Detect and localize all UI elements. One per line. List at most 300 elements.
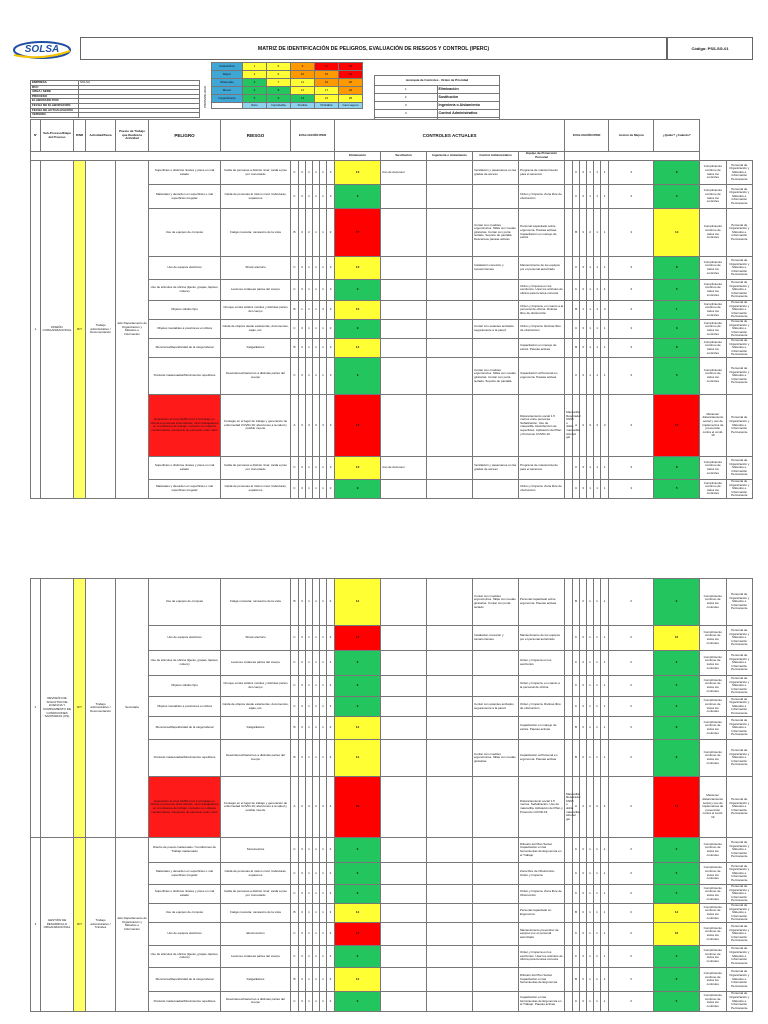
- riesgo-cell: Fatiga/Estrés: [221, 338, 291, 357]
- riesgo-cell: Fatiga/Estrés: [221, 967, 291, 991]
- residual-risk-level: 17: [654, 777, 700, 838]
- risk-level: 9: [335, 885, 381, 904]
- block-rdm: R/T: [74, 838, 86, 1012]
- evaluation-value: 1: [320, 185, 327, 209]
- evaluation-value: 3: [327, 777, 335, 838]
- matrix-col-label: Raro: [243, 103, 267, 109]
- risk-level: 19: [335, 777, 381, 838]
- evaluation-value: 1: [306, 967, 313, 991]
- evaluation-value: C: [291, 161, 299, 185]
- residual-value: 3: [609, 967, 654, 991]
- evaluation-value: B: [291, 579, 299, 626]
- matrix-cell: 19: [339, 71, 363, 79]
- residual-risk-level: 5: [654, 357, 700, 394]
- evaluation-value: 1: [306, 676, 313, 697]
- evaluation-value: 1: [313, 863, 320, 885]
- residual-value: 3: [609, 579, 654, 626]
- quien-cuando: Personal de Organización y Métodos e Información Permanente: [726, 945, 753, 967]
- residual-value: 3: [580, 838, 587, 863]
- residual-risk-level: 8: [654, 717, 700, 740]
- residual-value: 3: [580, 991, 587, 1011]
- evaluation-value: 1: [313, 185, 320, 209]
- control-c2: [427, 301, 473, 320]
- riesgo-cell: Desórdenes/trastornos a distintas partes del cuerpo: [221, 991, 291, 1011]
- residual-value: 1: [594, 319, 601, 338]
- risk-level: 9: [335, 838, 381, 863]
- peligro-cell: Posturas inadecuadas/Movimientos repetitivos: [149, 357, 221, 394]
- quien-cuando: Personal de Organización y Métodos e Información Permanente: [726, 922, 753, 945]
- residual-value: 3: [609, 777, 654, 838]
- evaluation-value: 1: [306, 717, 313, 740]
- evaluation-value: 1: [320, 579, 327, 626]
- residual-value: 3: [609, 651, 654, 676]
- residual-value: 1: [601, 903, 609, 922]
- residual-value: 3: [580, 885, 587, 904]
- evaluation-value: 1: [306, 626, 313, 651]
- matrix-cell: 20: [339, 79, 363, 87]
- residual-value: C: [573, 257, 580, 280]
- block-number: 2: [31, 579, 41, 838]
- control-c5: [565, 717, 573, 740]
- residual-value: 3: [609, 922, 654, 945]
- control-c2: [427, 838, 473, 863]
- control-c4: Orden y limpieza en los escritorios: [519, 651, 565, 676]
- control-c2: [427, 863, 473, 885]
- residual-value: 3: [609, 717, 654, 740]
- matrix-cell: 17: [315, 87, 339, 95]
- residual-value: C: [573, 357, 580, 394]
- risk-level: 13: [335, 161, 381, 185]
- accion-mejora: Cumplimiento continuo de todos los controles: [700, 456, 726, 479]
- evaluation-value: 1: [313, 301, 320, 320]
- matrix-corner: [212, 103, 243, 109]
- evaluation-value: C: [291, 885, 299, 904]
- block-actividad: Trabajo administrativo / Trámites: [86, 838, 116, 1012]
- residual-value: 1: [594, 651, 601, 676]
- residual-value: C: [573, 991, 580, 1011]
- control-c3: [473, 903, 519, 922]
- residual-value: 3: [609, 394, 654, 456]
- evaluation-value: 3: [313, 777, 320, 838]
- residual-value: 1: [587, 579, 594, 626]
- control-c5: [565, 161, 573, 185]
- risk-level: 14: [335, 579, 381, 626]
- control-c5: [565, 456, 573, 479]
- evaluation-value: 1: [313, 319, 320, 338]
- control-c2: [427, 740, 473, 777]
- control-c4: Orden y limpieza, en cuanto a la personal de oficina. Rutinas libre de obstrucción: [519, 301, 565, 320]
- col-ctrl-4: Control Administrativo: [473, 152, 519, 161]
- riesgo-cell: Lesiones cutáneas partes del cuerpo: [221, 945, 291, 967]
- evaluation-value: 1: [306, 161, 313, 185]
- evaluation-value: 3: [327, 838, 335, 863]
- peligro-cell: Superficies o distintos niveles y pisos en mal estado: [149, 885, 221, 904]
- evaluation-value: 1: [320, 357, 327, 394]
- residual-value: 1: [587, 479, 594, 498]
- control-c3: [473, 863, 519, 885]
- evaluation-value: 1: [313, 257, 320, 280]
- evaluation-value: 3: [299, 697, 306, 717]
- evaluation-value: 3: [299, 777, 306, 838]
- risk-level: 14: [335, 967, 381, 991]
- control-c3: [473, 991, 519, 1011]
- control-c1: [381, 967, 427, 991]
- accion-mejora: Cumplimiento continuo de todos los controles: [700, 717, 727, 740]
- control-c2: [427, 651, 473, 676]
- accion-mejora: Cumplimiento continuo de todos los controles: [700, 651, 727, 676]
- residual-value: 3: [609, 301, 654, 320]
- riesgo-cell: Fatiga muscular, cansancio de la vista: [221, 903, 291, 922]
- evaluation-value: 3: [299, 479, 306, 498]
- hierarchy-label: Sustitución: [437, 94, 500, 102]
- residual-value: 1: [587, 945, 594, 967]
- control-c2: [427, 257, 473, 280]
- evaluation-value: 3: [327, 479, 335, 498]
- matrix-cell: 16: [315, 79, 339, 87]
- control-c4: Capacitación al Personal en ergonomía. Pausas activas: [519, 357, 565, 394]
- peligro-cell: Monotonía/Repetitividad de la carga laboral: [149, 967, 221, 991]
- control-c4: Distanciamiento social 1.5 metros entre personas. Señalización. Uso de mascarilla. Desinfección de superficies. Aplicación del Plan y Protocolo COVID-19: [519, 394, 565, 456]
- residual-value: 3: [594, 394, 601, 456]
- risk-level: 17: [335, 209, 381, 257]
- evaluation-value: 3: [327, 885, 335, 904]
- evaluation-value: 3: [299, 945, 306, 967]
- matrix-axis-label: PROBABILIDAD: [203, 85, 207, 108]
- residual-value: C: [573, 697, 580, 717]
- risk-level: 17: [335, 626, 381, 651]
- residual-value: 3: [609, 257, 654, 280]
- riesgo-cell: Lesiones cutáneas partes del cuerpo: [221, 280, 291, 301]
- evaluation-value: 3: [299, 161, 306, 185]
- evaluation-value: 3: [327, 338, 335, 357]
- control-c5: [565, 903, 573, 922]
- evaluation-value: 3: [327, 991, 335, 1011]
- residual-risk-level: 5: [654, 863, 700, 885]
- evaluation-value: C: [291, 280, 299, 301]
- control-c3: [473, 338, 519, 357]
- evaluation-value: 3: [306, 777, 313, 838]
- control-c2: [427, 394, 473, 456]
- residual-risk-level: 5: [654, 479, 700, 498]
- block-actividad: Trabajo administrativo / Documentación: [86, 161, 116, 499]
- riesgo-cell: Contagio en el lugar de trabajo y generación de enfermedad COVID-19; afecciones a la salud y posible muerte: [221, 777, 291, 838]
- control-c3: [473, 185, 519, 209]
- residual-risk-level: 8: [654, 161, 700, 185]
- quien-cuando: Personal de Organización y Métodos e Información Permanente: [726, 967, 753, 991]
- control-c5: [565, 301, 573, 320]
- residual-value: 3: [580, 717, 587, 740]
- matrix-cell: 18: [339, 63, 363, 71]
- block-puesto: Jefe Departamento de Organización y Métodos e Información: [116, 838, 149, 1012]
- riesgo-cell: Shock eléctrico: [221, 626, 291, 651]
- residual-risk-level: 8: [654, 338, 700, 357]
- residual-value: 1: [601, 626, 609, 651]
- accion-mejora: Cumplimiento continuo de todos los controles: [700, 257, 726, 280]
- quien-cuando: Personal de Organización y Métodos e Información Permanente: [726, 280, 752, 301]
- accion-mejora: Cumplimiento continuo de todos los controles: [700, 161, 726, 185]
- matrix-cell: 11: [291, 79, 315, 87]
- info-label: ELABORADO POR: [31, 99, 79, 104]
- residual-value: 3: [587, 777, 594, 838]
- evaluation-value: 1: [313, 991, 320, 1011]
- evaluation-value: B: [291, 717, 299, 740]
- peligro-cell: Posturas inadecuadas/Movimientos repetitivos: [149, 740, 221, 777]
- residual-value: 3: [580, 697, 587, 717]
- residual-value: 3: [580, 777, 587, 838]
- peligro-cell: Monotonía/Repetitividad de la carga laboral: [149, 717, 221, 740]
- residual-value: 1: [587, 626, 594, 651]
- control-c1: [381, 479, 427, 498]
- col-controles: CONTROLES ACTUALES: [335, 120, 565, 152]
- evaluation-value: 1: [320, 209, 327, 257]
- control-c5: [565, 626, 573, 651]
- evaluation-value: 1: [320, 280, 327, 301]
- residual-value: 3: [609, 338, 654, 357]
- matrix-cell: 10: [291, 71, 315, 79]
- peligro-cell: Materiales y desorden en superficies o mal superficies irregular: [149, 863, 221, 885]
- residual-value: 1: [601, 697, 609, 717]
- riesgo-cell: Choque contra sólidos móviles y distintas partes del cuerpo: [221, 301, 291, 320]
- accion-mejora: Cumplimiento continuo de todos los controles: [700, 945, 727, 967]
- control-c2: [427, 903, 473, 922]
- evaluation-value: 3: [306, 394, 313, 456]
- evaluation-value: 3: [327, 161, 335, 185]
- residual-value: 3: [580, 280, 587, 301]
- evaluation-value: 3: [299, 209, 306, 257]
- evaluation-value: 1: [313, 357, 320, 394]
- control-c2: [427, 697, 473, 717]
- evaluation-value: C: [291, 676, 299, 697]
- quien-cuando: Personal de Organización y Métodos e Información Permanente: [726, 626, 753, 651]
- evaluation-value: 1: [313, 838, 320, 863]
- evaluation-value: 3: [299, 280, 306, 301]
- residual-value: 1: [601, 209, 609, 257]
- quien-cuando: Personal de Organización y Métodos e Información Permanente: [726, 676, 753, 697]
- residual-risk-level: 8: [654, 740, 700, 777]
- quien-cuando: Personal de Organización y Métodos e Información Permanente: [726, 579, 753, 626]
- peligro-cell: Uso de equipos eléctricos: [149, 257, 221, 280]
- evaluation-value: 1: [320, 863, 327, 885]
- evaluation-value: 1: [320, 257, 327, 280]
- residual-value: 1: [587, 161, 594, 185]
- logo-box: [2, 37, 80, 62]
- evaluation-value: 1: [320, 319, 327, 338]
- control-c3: Contar con estantes anclados seguramente a la pared: [473, 319, 519, 338]
- residual-value: 1: [594, 626, 601, 651]
- evaluation-value: 1: [306, 338, 313, 357]
- riesgo-cell: Fatiga muscular, cansancio de la vista: [221, 209, 291, 257]
- residual-value: B: [573, 967, 580, 991]
- residual-value: B: [573, 301, 580, 320]
- residual-value: 1: [601, 338, 609, 357]
- evaluation-value: 3: [299, 338, 306, 357]
- control-c2: [427, 967, 473, 991]
- residual-value: 1: [601, 319, 609, 338]
- document-code: Código: PSS-SG-01: [691, 46, 729, 51]
- peligro-cell: Superficies o distintos niveles y pisos en mal estado: [149, 456, 221, 479]
- col-evaluacion-residual: EVALUACIÓN IPER: [565, 120, 609, 152]
- matrix-row: [212, 79, 363, 87]
- evaluation-value: 1: [306, 885, 313, 904]
- quien-cuando: Personal de Organización y Métodos e Información Permanente: [726, 777, 753, 838]
- hierarchy-item: [375, 86, 500, 94]
- evaluation-value: 1: [313, 456, 320, 479]
- evaluation-value: 3: [327, 740, 335, 777]
- control-c5: [565, 338, 573, 357]
- residual-risk-level: 8: [654, 967, 700, 991]
- control-c1: [381, 991, 427, 1011]
- matrix-cell: 12: [291, 87, 315, 95]
- col-actividad: Actividad/Tarea: [86, 120, 116, 152]
- hierarchy-number: 3: [375, 102, 438, 110]
- accion-mejora: Cumplimiento continuo de todos los controles: [700, 991, 727, 1011]
- residual-value: 1: [594, 885, 601, 904]
- control-c5: [565, 991, 573, 1011]
- residual-value: 1: [594, 185, 601, 209]
- riesgo-cell: Caída de personas al mismo nivel; traboduras, espasmos: [221, 479, 291, 498]
- evaluation-value: 3: [327, 394, 335, 456]
- evaluation-value: 3: [299, 626, 306, 651]
- peligro-cell: Uso de equipos eléctricos: [149, 626, 221, 651]
- control-c2: [427, 338, 473, 357]
- residual-value: 3: [580, 161, 587, 185]
- quien-cuando: Personal de Organización y Métodos e Información Permanente: [726, 394, 752, 456]
- riesgo-cell: Desórdenes/trastornos a distintas partes del cuerpo: [221, 740, 291, 777]
- residual-value: 3: [580, 319, 587, 338]
- control-c2: [427, 991, 473, 1011]
- residual-value: 1: [594, 338, 601, 357]
- control-c1: [381, 903, 427, 922]
- residual-value: 3: [609, 903, 654, 922]
- residual-value: 1: [587, 185, 594, 209]
- col-riesgo: RIESGO: [221, 120, 291, 152]
- residual-risk-level: 3: [654, 945, 700, 967]
- evaluation-value: C: [291, 945, 299, 967]
- peligro-cell: Objetos sólidos fijos: [149, 301, 221, 320]
- control-c1: [381, 579, 427, 626]
- evaluation-value: A: [291, 394, 299, 456]
- evaluation-value: 3: [327, 863, 335, 885]
- accion-mejora: Cumplimiento continuo de todos los controles: [700, 357, 726, 394]
- table-row: [31, 838, 753, 863]
- control-c1: [381, 280, 427, 301]
- residual-value: 1: [587, 697, 594, 717]
- evaluation-value: C: [291, 456, 299, 479]
- matrix-col-label: Posible: [291, 103, 315, 109]
- evaluation-value: 3: [327, 257, 335, 280]
- residual-value: 1: [587, 740, 594, 777]
- residual-value: 3: [609, 357, 654, 394]
- evaluation-value: 1: [313, 209, 320, 257]
- evaluation-value: 1: [313, 740, 320, 777]
- evaluation-value: 3: [327, 717, 335, 740]
- residual-value: 3: [580, 357, 587, 394]
- accion-mejora: Cumplimiento continuo de todos los controles: [700, 301, 726, 320]
- evaluation-value: 3: [327, 301, 335, 320]
- residual-value: 1: [594, 479, 601, 498]
- evaluation-value: 3: [327, 185, 335, 209]
- residual-value: 3: [580, 185, 587, 209]
- control-c2: [427, 456, 473, 479]
- matrix-col-label: Casi seguro: [339, 103, 363, 109]
- quien-cuando: Personal de Organización y Métodos e Información Permanente: [726, 885, 753, 904]
- evaluation-value: 1: [313, 280, 320, 301]
- evaluation-value: 3: [299, 185, 306, 209]
- control-c2: [427, 717, 473, 740]
- evaluation-value: 1: [306, 991, 313, 1011]
- residual-risk-level: 3: [654, 319, 700, 338]
- risk-matrix: [203, 62, 363, 114]
- residual-risk-level: 3: [654, 838, 700, 863]
- residual-value: 3: [609, 161, 654, 185]
- residual-value: 1: [594, 456, 601, 479]
- matrix-cell: 25: [339, 95, 363, 103]
- control-c4: Difusión del Plan Social. Capacitación en las herramientas de Ergonomía en el Trabajo: [519, 838, 565, 863]
- control-c1: Uso de Ascensor: [381, 161, 427, 185]
- evaluation-value: 3: [299, 456, 306, 479]
- control-c5: [565, 967, 573, 991]
- matrix-cell: 8: [267, 87, 291, 95]
- quien-cuando: Personal de Organización y Métodos e Información Permanente: [726, 209, 752, 257]
- riesgo-cell: Lesiones cutáneas partes del cuerpo: [221, 651, 291, 676]
- quien-cuando: Personal de Organización y Métodos e Información Permanente: [726, 301, 752, 320]
- control-c5: [565, 209, 573, 257]
- evaluation-value: 3: [313, 394, 320, 456]
- evaluation-value: 1: [313, 626, 320, 651]
- quien-cuando: Personal de Organización y Métodos e Información Permanente: [726, 903, 753, 922]
- col-ctrl-5: Equipo de Protección Personal: [519, 152, 565, 161]
- control-c5: [565, 479, 573, 498]
- matrix-cell: 15: [315, 71, 339, 79]
- control-c1: [381, 185, 427, 209]
- residual-value: 3: [609, 209, 654, 257]
- residual-value: 3: [580, 676, 587, 697]
- evaluation-value: 3: [299, 885, 306, 904]
- info-value: [79, 113, 200, 118]
- matrix-col-label: Probable: [315, 103, 339, 109]
- peligro-cell: Objetos inestables a posiciones en Altura: [149, 697, 221, 717]
- peligro-cell: Posturas inadecuadas/Movimientos repetitivos: [149, 991, 221, 1011]
- residual-value: C: [573, 922, 580, 945]
- iperc-table-page-2: [30, 578, 753, 1012]
- riesgo-cell: Caída de personas al mismo nivel; traboduras, espasmos: [221, 863, 291, 885]
- evaluation-value: 1: [313, 479, 320, 498]
- residual-value: 1: [587, 257, 594, 280]
- control-c3: [473, 777, 519, 838]
- control-c3: [473, 945, 519, 967]
- residual-value: 1: [587, 319, 594, 338]
- residual-value: 3: [580, 967, 587, 991]
- accion-mejora: Cumplimiento continuo de todos los controles: [700, 185, 726, 209]
- evaluation-value: 1: [313, 676, 320, 697]
- residual-value: 3: [601, 394, 609, 456]
- evaluation-value: 1: [320, 626, 327, 651]
- control-c5: [565, 838, 573, 863]
- matrix-row-label: Moderado: [212, 79, 243, 87]
- residual-value: 1: [580, 301, 587, 320]
- control-c4: Mantenimiento de los equipos por el personal autorizado: [519, 257, 565, 280]
- evaluation-value: A: [291, 777, 299, 838]
- control-c5: [565, 863, 573, 885]
- residual-value: 1: [587, 903, 594, 922]
- residual-value: 3: [580, 394, 587, 456]
- quien-cuando: Personal de Organización y Métodos e Información Permanente: [726, 338, 752, 357]
- control-c3: Ventilación y pasamanos en las gradas de acceso: [473, 456, 519, 479]
- riesgo-cell: Electrocución: [221, 922, 291, 945]
- residual-value: 2: [587, 209, 594, 257]
- residual-risk-level: 5: [654, 885, 700, 904]
- residual-value: 3: [609, 838, 654, 863]
